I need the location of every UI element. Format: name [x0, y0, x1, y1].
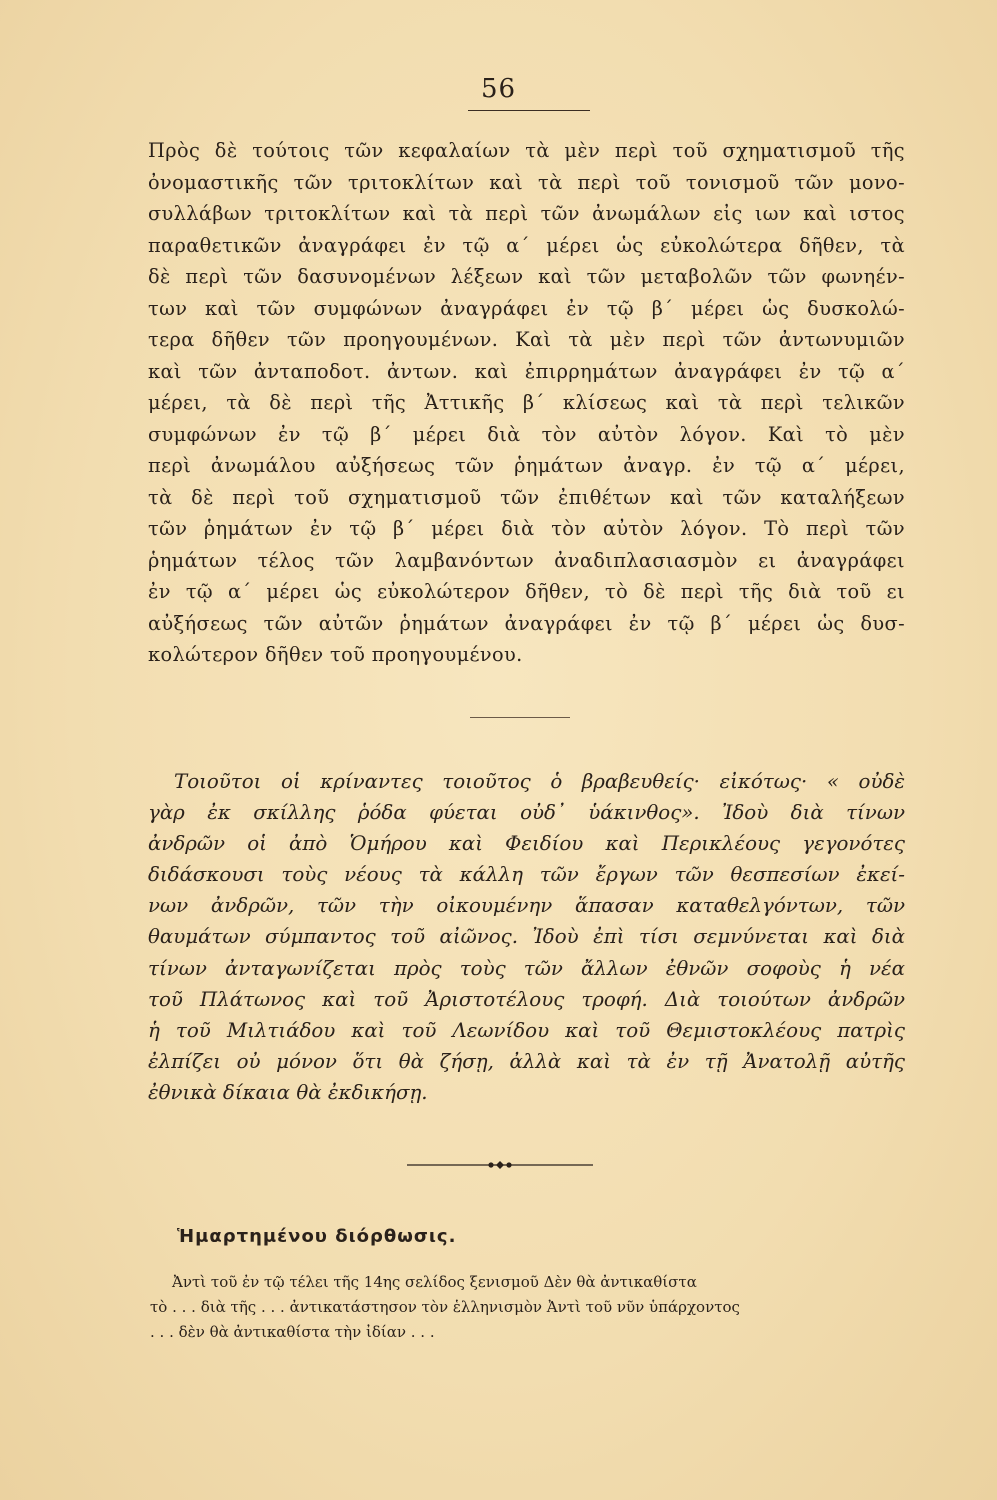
errata-heading: Ἡμαρτημένου διόρθωσις. [177, 1226, 457, 1247]
ornament-diamond [496, 1161, 504, 1169]
paragraph-2-line: τίνων ἀνταγωνίζεται πρὸς τοὺς τῶν ἄλλων ἐθνῶν σοφοὺς ἡ νέα [148, 956, 905, 980]
ornament-divider [405, 1159, 595, 1171]
paragraph-1-line: συλλάβων τριτοκλίτων καὶ τὰ περὶ τῶν ἀνωμάλων εἰς ιων καὶ ιστος [148, 202, 905, 225]
paragraph-1 [148, 135, 905, 671]
paragraph-2-line: νων ἀνδρῶν, τῶν τὴν οἰκουμένην ἅπασαν καταθελγόντων, τῶν [148, 894, 905, 918]
paragraph-2-line: τοῦ Πλάτωνος καὶ τοῦ Ἀριστοτέλους τροφή. Διὰ τοιούτων ἀνδρῶν [148, 987, 905, 1011]
paragraph-1-line: κολώτερον δῆθεν τοῦ προηγουμένου. [148, 643, 523, 666]
paragraph-2-line: ἡ τοῦ Μιλτιάδου καὶ τοῦ Λεωνίδου καὶ τοῦ Θεμιστοκλέους πατρὶς [148, 1018, 905, 1042]
paragraph-1-line: ὀνομαστικῆς τῶν τριτοκλίτων καὶ τὰ περὶ τοῦ τονισμοῦ τῶν μονο- [148, 170, 905, 194]
paragraph-2-line: θαυμάτων σύμπαντος τοῦ αἰῶνος. Ἰδοὺ ἐπὶ τίσι σεμνύνεται καὶ διὰ [148, 925, 905, 949]
paragraph-2-line: ἀνδρῶν οἱ ἀπὸ Ὁμήρου καὶ Φειδίου καὶ Περικλέους γεγονότες [148, 832, 905, 856]
paragraph-2-line: ἐλπίζει οὐ μόνον ὅτι θὰ ζήσῃ, ἀλλὰ καὶ τὰ ἐν τῇ Ἀνατολῇ αὐτῆς [148, 1049, 905, 1073]
paragraph-1-line: παραθετικῶν ἀναγράφει ἐν τῷ α΄ μέρει ὡς εὐκολώτερα δῆθεν, τὰ [148, 233, 905, 257]
paragraph-2-line: γὰρ ἐκ σκίλλης ῥόδα φύεται οὐδ᾿ ὑάκινθος». Ἰδοὺ διὰ τίνων [148, 801, 905, 825]
paragraph-1-line: δὲ περὶ τῶν δασυνομένων λέξεων καὶ τῶν μεταβολῶν τῶν φωνηέν- [148, 265, 905, 288]
paragraph-1-line: των καὶ τῶν συμφώνων ἀναγράφει ἐν τῷ β΄ μέρει ὡς δυσκολώ- [148, 296, 905, 320]
paragraph-2-line: διδάσκουσι τοὺς νέους τὰ κάλλη τῶν ἔργων τῶν θεσπεσίων ἐκεί- [148, 863, 905, 887]
paragraph-1-line: τερα δῆθεν τῶν προηγουμένων. Καὶ τὰ μὲν περὶ τῶν ἀντωνυμιῶν [148, 328, 905, 351]
paragraph-1-line: αὐξήσεως τῶν αὐτῶν ῥημάτων ἀναγράφει ἐν τῷ β΄ μέρει ὡς δυσ- [148, 611, 905, 635]
errata-note [150, 1270, 910, 1345]
ornament-dot [506, 1162, 511, 1167]
paragraph-1-line: ἐν τῷ α΄ μέρει ὡς εὐκολώτερον δῆθεν, τὸ δὲ περὶ τῆς διὰ τοῦ ει [148, 580, 905, 603]
paragraph-1-line: συμφώνων ἐν τῷ β΄ μέρει διὰ τὸν αὐτὸν λόγον. Καὶ τὸ μὲν [148, 422, 905, 446]
paragraph-1-line: ῥημάτων τέλος τῶν λαμβανόντων ἀναδιπλασιασμὸν ει ἀναγράφει [148, 548, 905, 572]
page-number: 56 [480, 74, 517, 104]
paragraph-1-line: Πρὸς δὲ τούτοις τῶν κεφαλαίων τὰ μὲν περὶ τοῦ σχηματισμοῦ τῆς [148, 139, 905, 162]
paragraph-1-line: τὰ δὲ περὶ τοῦ σχηματισμοῦ τῶν ἐπιθέτων καὶ τῶν καταλήξεων [148, 485, 905, 509]
errata-line: Ἀντὶ τοῦ ἐν τῷ τέλει τῆς 14ης σελίδος ξενισμοῦ Δὲν θὰ ἀντικαθίστα [172, 1273, 697, 1291]
ornament-dot [488, 1162, 493, 1167]
paragraph-2-line: Τοιοῦτοι οἱ κρίναντες τοιοῦτος ὁ βραβευθείς· εἰκότως· « οὐδὲ [174, 770, 905, 793]
paragraph-2 [148, 766, 905, 1108]
errata-line: . . . δὲν θὰ ἀντικαθίστα τὴν ἰδίαν . . . [150, 1323, 435, 1341]
paragraph-2-line: ἐθνικὰ δίκαια θὰ ἐκδικήσῃ. [148, 1080, 428, 1104]
section-divider [470, 717, 570, 718]
paragraph-1-line: καὶ τῶν ἀνταποδοτ. ἀντων. καὶ ἐπιρρημάτων ἀναγράφει ἐν τῷ α΄ [148, 359, 905, 383]
paragraph-1-line: τῶν ῥημάτων ἐν τῷ β΄ μέρει διὰ τὸν αὐτὸν λόγον. Τὸ περὶ τῶν [148, 517, 905, 540]
errata-line: τὸ . . . διὰ τῆς . . . ἀντικατάστησον τὸν ἑλληνισμὸν Ἀντὶ τοῦ νῦν ὑπάρχοντος [150, 1298, 740, 1316]
header-rule [468, 110, 590, 111]
paragraph-1-line: περὶ ἀνωμάλου αὐξήσεως τῶν ῥημάτων ἀναγρ. ἐν τῷ α΄ μέρει, [148, 454, 905, 477]
paragraph-1-line: μέρει, τὰ δὲ περὶ τῆς Ἀττικῆς β΄ κλίσεως καὶ τὰ περὶ τελικῶν [148, 391, 905, 414]
